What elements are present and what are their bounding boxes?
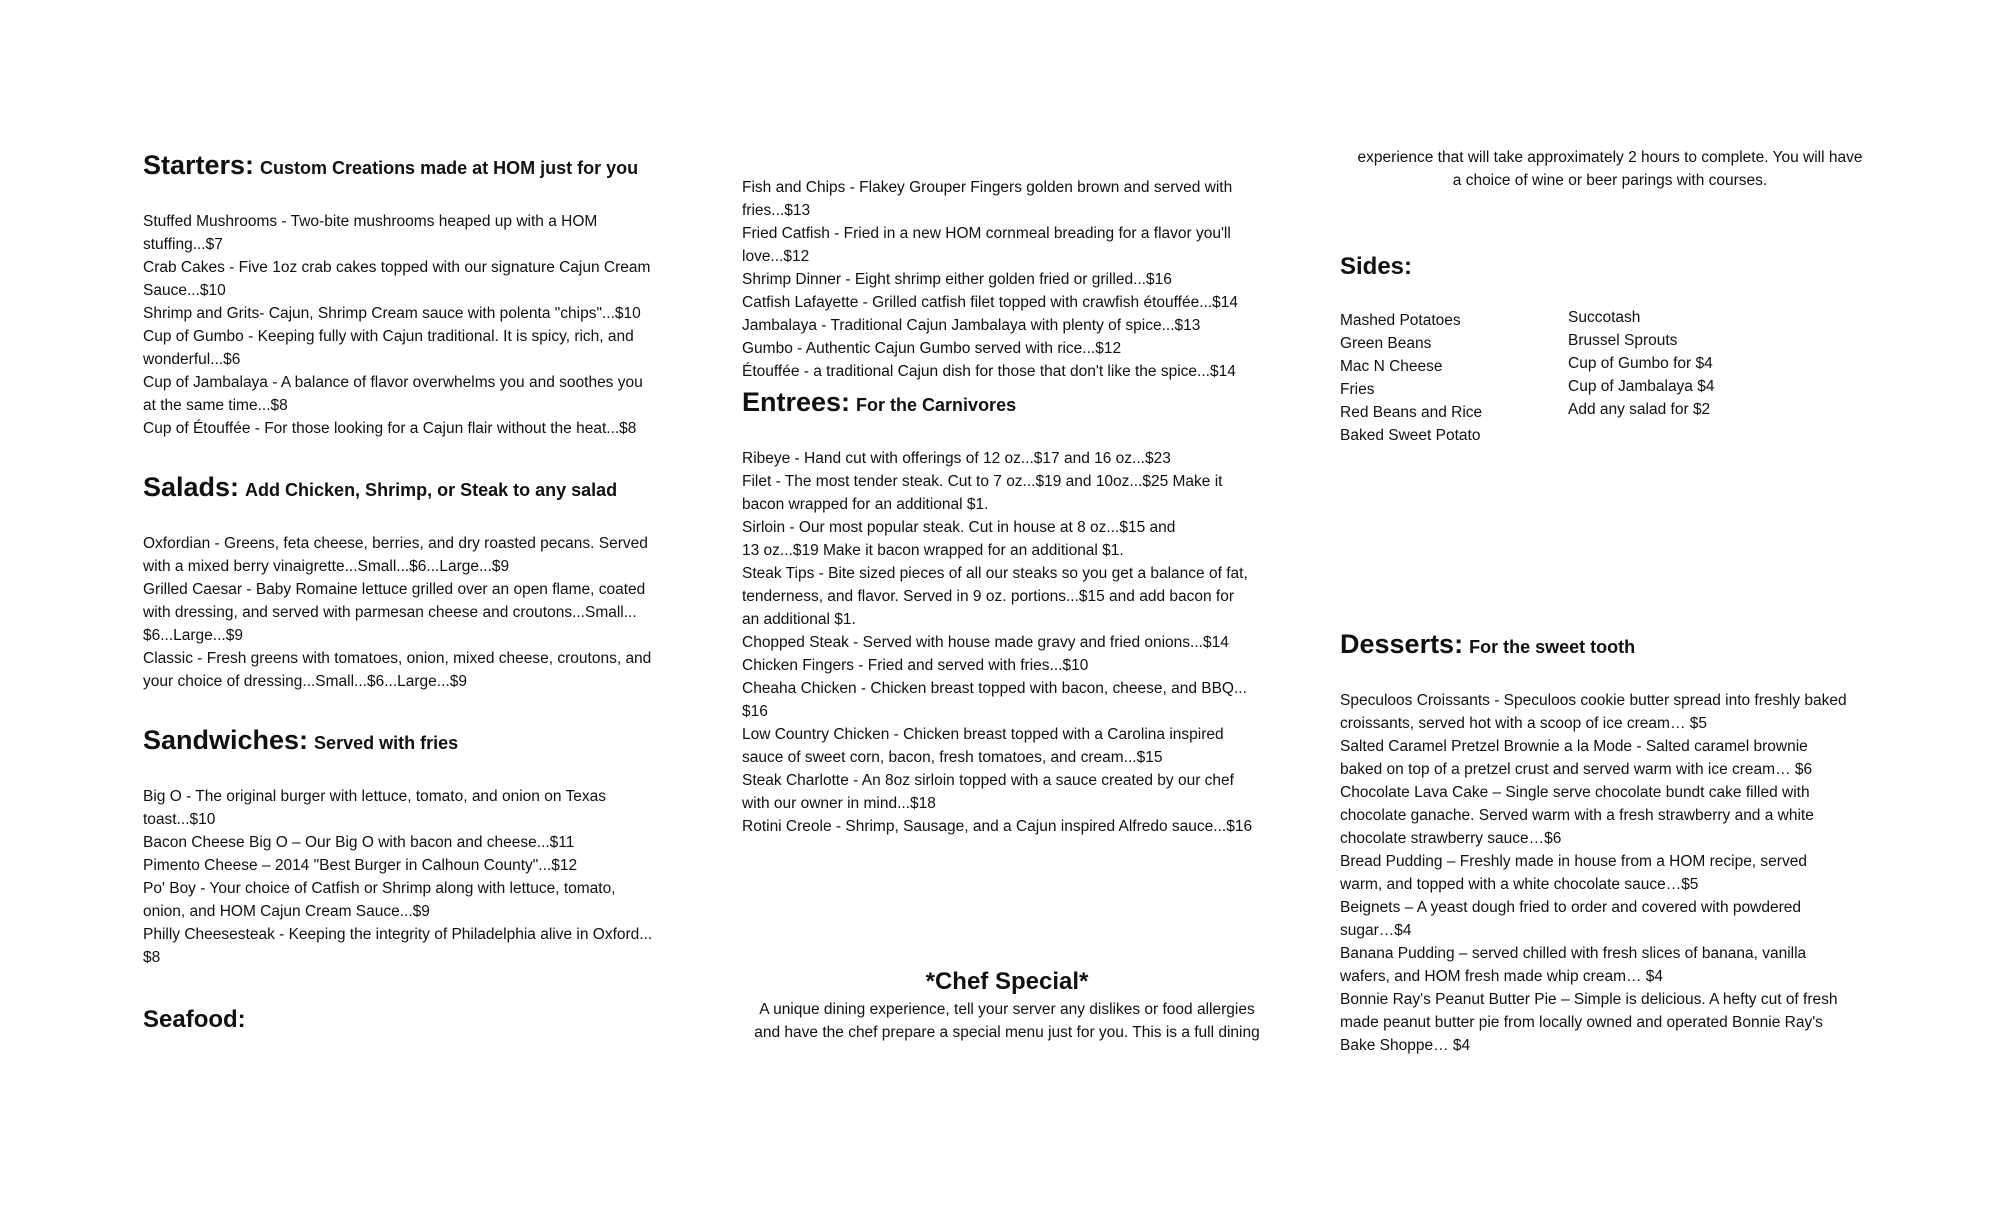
menu-line: Sauce...$10 bbox=[143, 282, 226, 299]
menu-line: Bacon Cheese Big O – Our Big O with bacon and cheese...$11 bbox=[143, 834, 575, 851]
menu-line: Classic - Fresh greens with tomatoes, onion, mixed cheese, croutons, and bbox=[143, 650, 652, 667]
menu-line: sauce of sweet corn, bacon, fresh tomatoes, and cream...$15 bbox=[742, 749, 1163, 766]
menu-line: croissants, served hot with a scoop of ice cream… $5 bbox=[1340, 715, 1707, 732]
menu-line: Baked Sweet Potato bbox=[1340, 427, 1481, 444]
menu-line: Steak Tips - Bite sized pieces of all our steaks so you get a balance of fat, bbox=[742, 565, 1248, 582]
menu-line: wafers, and HOM fresh made whip cream… $4 bbox=[1340, 968, 1664, 985]
entrees-title: Entrees: bbox=[742, 387, 851, 417]
starters-list bbox=[143, 210, 683, 440]
menu-line: Shrimp Dinner - Eight shrimp either golden fried or grilled...$16 bbox=[742, 271, 1172, 288]
sandwiches-list bbox=[143, 785, 683, 969]
menu-line: onion, and HOM Cajun Cream Sauce...$9 bbox=[143, 903, 430, 920]
menu-line: bacon wrapped for an additional $1. bbox=[742, 496, 989, 513]
chef-special-line: a choice of wine or beer parings with courses. bbox=[1452, 172, 1768, 189]
menu-line: stuffing...$7 bbox=[143, 236, 223, 253]
menu-line: Bake Shoppe… $4 bbox=[1340, 1037, 1471, 1054]
menu-line: chocolate ganache. Served warm with a fresh strawberry and a white bbox=[1340, 807, 1814, 824]
sides-list-left bbox=[1340, 309, 1568, 447]
menu-line: Add any salad for $2 bbox=[1568, 401, 1711, 418]
menu-line: baked on top of a pretzel crust and served warm with ice cream… $6 bbox=[1340, 761, 1813, 778]
menu-line: Oxfordian - Greens, feta cheese, berries, and dry roasted pecans. Served bbox=[143, 535, 648, 552]
menu-line: Banana Pudding – served chilled with fresh slices of banana, vanilla bbox=[1340, 945, 1807, 962]
seafood-title: Seafood: bbox=[143, 1006, 246, 1033]
menu-line: Gumbo - Authentic Cajun Gumbo served with rice...$12 bbox=[742, 340, 1122, 357]
menu-line: Green Beans bbox=[1340, 335, 1432, 352]
chef-special-section bbox=[742, 966, 1272, 1044]
entrees-heading bbox=[742, 385, 1282, 422]
menu-line: Steak Charlotte - An 8oz sirloin topped with a sauce created by our chef bbox=[742, 772, 1234, 789]
seafood-heading bbox=[143, 1003, 683, 1037]
menu-line: at the same time...$8 bbox=[143, 397, 288, 414]
menu-line: tenderness, and flavor. Served in 9 oz. portions...$15 and add bacon for bbox=[742, 588, 1235, 605]
menu-line: an additional $1. bbox=[742, 611, 856, 628]
menu-line: $6...Large...$9 bbox=[143, 627, 243, 644]
sides-section bbox=[1340, 250, 1880, 447]
sandwiches-title: Sandwiches: bbox=[143, 725, 309, 755]
menu-line: wonderful...$6 bbox=[143, 351, 241, 368]
menu-line: Sirloin - Our most popular steak. Cut in house at 8 oz...$15 and bbox=[742, 519, 1176, 536]
desserts-section bbox=[1340, 627, 1880, 1057]
menu-column-left bbox=[143, 148, 683, 1037]
menu-line: Brussel Sprouts bbox=[1568, 332, 1678, 349]
menu-line: Cheaha Chicken - Chicken breast topped with bacon, cheese, and BBQ... bbox=[742, 680, 1247, 697]
menu-line: warm, and topped with a white chocolate sauce…$5 bbox=[1340, 876, 1699, 893]
sandwiches-heading bbox=[143, 723, 683, 760]
sandwiches-section bbox=[143, 723, 683, 969]
menu-line: toast...$10 bbox=[143, 811, 216, 828]
desserts-heading bbox=[1340, 627, 1880, 664]
chef-special-title: *Chef Special* bbox=[925, 968, 1089, 995]
chef-special-line: A unique dining experience, tell your server any dislikes or food allergies bbox=[759, 1001, 1255, 1018]
menu-line: Rotini Creole - Shrimp, Sausage, and a Cajun inspired Alfredo sauce...$16 bbox=[742, 818, 1253, 835]
entrees-subtitle: For the Carnivores bbox=[856, 395, 1017, 415]
chef-special-line: experience that will take approximately 2 hours to complete. You will have bbox=[1357, 149, 1863, 166]
menu-line: Chicken Fingers - Fried and served with fries...$10 bbox=[742, 657, 1089, 674]
menu-line: $16 bbox=[742, 703, 768, 720]
menu-line: Red Beans and Rice bbox=[1340, 404, 1483, 421]
menu-column-right bbox=[1340, 146, 1880, 1057]
menu-line: with our owner in mind...$18 bbox=[742, 795, 936, 812]
menu-line: Beignets – A yeast dough fried to order and covered with powdered bbox=[1340, 899, 1801, 916]
menu-line: Succotash bbox=[1568, 309, 1641, 326]
menu-line: Chocolate Lava Cake – Single serve chocolate bundt cake filled with bbox=[1340, 784, 1810, 801]
starters-section bbox=[143, 148, 683, 440]
desserts-list bbox=[1340, 689, 1880, 1057]
entrees-list bbox=[742, 447, 1282, 838]
menu-line: Po' Boy - Your choice of Catfish or Shrimp along with lettuce, tomato, bbox=[143, 880, 616, 897]
menu-line: Jambalaya - Traditional Cajun Jambalaya with plenty of spice...$13 bbox=[742, 317, 1201, 334]
starters-title: Starters: bbox=[143, 150, 255, 180]
menu-line: Catfish Lafayette - Grilled catfish filet topped with crawfish étouffée...$14 bbox=[742, 294, 1238, 311]
seafood-list bbox=[742, 176, 1282, 383]
menu-line: 13 oz...$19 Make it bacon wrapped for an additional $1. bbox=[742, 542, 1124, 559]
menu-line: Filet - The most tender steak. Cut to 7 oz...$19 and 10oz...$25 Make it bbox=[742, 473, 1223, 490]
menu-line: Fish and Chips - Flakey Grouper Fingers golden brown and served with bbox=[742, 179, 1233, 196]
menu-line: Mashed Potatoes bbox=[1340, 312, 1461, 329]
sandwiches-subtitle: Served with fries bbox=[314, 733, 459, 753]
menu-line: Stuffed Mushrooms - Two-bite mushrooms heaped up with a HOM bbox=[143, 213, 598, 230]
menu-line: sugar…$4 bbox=[1340, 922, 1412, 939]
salads-subtitle: Add Chicken, Shrimp, or Steak to any salad bbox=[245, 480, 618, 500]
menu-line: Crab Cakes - Five 1oz crab cakes topped with our signature Cajun Cream bbox=[143, 259, 651, 276]
desserts-title: Desserts: bbox=[1340, 629, 1464, 659]
chef-special-text bbox=[742, 998, 1272, 1044]
menu-line: with dressing, and served with parmesan cheese and croutons...Small... bbox=[143, 604, 637, 621]
sides-title: Sides: bbox=[1340, 253, 1413, 280]
menu-line: Cup of Étouffée - For those looking for a Cajun flair without the heat...$8 bbox=[143, 420, 637, 437]
menu-line: Fried Catfish - Fried in a new HOM cornmeal breading for a flavor you'll bbox=[742, 225, 1231, 242]
starters-heading bbox=[143, 148, 683, 185]
salads-heading bbox=[143, 470, 683, 507]
sides-list-right bbox=[1568, 306, 1796, 447]
menu-line: $8 bbox=[143, 949, 161, 966]
starters-subtitle: Custom Creations made at HOM just for you bbox=[260, 158, 639, 178]
menu-column-middle bbox=[742, 176, 1282, 838]
menu-line: Pimento Cheese – 2014 "Best Burger in Calhoun County"...$12 bbox=[143, 857, 578, 874]
menu-line: Cup of Jambalaya - A balance of flavor overwhelms you and soothes you bbox=[143, 374, 643, 391]
menu-line: Big O - The original burger with lettuce, tomato, and onion on Texas bbox=[143, 788, 606, 805]
menu-line: Chopped Steak - Served with house made gravy and fried onions...$14 bbox=[742, 634, 1229, 651]
entrees-section bbox=[742, 385, 1282, 838]
menu-line: Grilled Caesar - Baby Romaine lettuce grilled over an open flame, coated bbox=[143, 581, 646, 598]
menu-line: Mac N Cheese bbox=[1340, 358, 1443, 375]
menu-line: with a mixed berry vinaigrette...Small...$6...Large...$9 bbox=[143, 558, 510, 575]
menu-line: fries...$13 bbox=[742, 202, 811, 219]
menu-line: Bonnie Ray's Peanut Butter Pie – Simple is delicious. A hefty cut of fresh bbox=[1340, 991, 1838, 1008]
menu-line: made peanut butter pie from locally owned and operated Bonnie Ray's bbox=[1340, 1014, 1823, 1031]
menu-line: Shrimp and Grits- Cajun, Shrimp Cream sauce with polenta "chips"...$10 bbox=[143, 305, 641, 322]
sides-heading bbox=[1340, 250, 1880, 284]
menu-line: Cup of Jambalaya $4 bbox=[1568, 378, 1715, 395]
menu-line: Speculoos Croissants - Speculoos cookie butter spread into freshly baked bbox=[1340, 692, 1847, 709]
menu-line: Bread Pudding – Freshly made in house from a HOM recipe, served bbox=[1340, 853, 1807, 870]
desserts-subtitle: For the sweet tooth bbox=[1469, 637, 1636, 657]
menu-line: Philly Cheesesteak - Keeping the integrity of Philadelphia alive in Oxford... bbox=[143, 926, 653, 943]
menu-line: Cup of Gumbo for $4 bbox=[1568, 355, 1713, 372]
menu-line: Ribeye - Hand cut with offerings of 12 oz...$17 and 16 oz...$23 bbox=[742, 450, 1171, 467]
chef-special-continued bbox=[1340, 146, 1880, 192]
menu-line: chocolate strawberry sauce…$6 bbox=[1340, 830, 1562, 847]
menu-line: Étouffée - a traditional Cajun dish for those that don't like the spice...$14 bbox=[742, 363, 1236, 380]
menu-line: Cup of Gumbo - Keeping fully with Cajun traditional. It is spicy, rich, and bbox=[143, 328, 634, 345]
salads-section bbox=[143, 470, 683, 693]
salads-list bbox=[143, 532, 683, 693]
menu-line: your choice of dressing...Small...$6...Large...$9 bbox=[143, 673, 467, 690]
sides-columns bbox=[1340, 309, 1880, 447]
menu-line: love...$12 bbox=[742, 248, 810, 265]
seafood-heading-section bbox=[143, 1003, 683, 1037]
menu-line: Low Country Chicken - Chicken breast topped with a Carolina inspired bbox=[742, 726, 1224, 743]
salads-title: Salads: bbox=[143, 472, 240, 502]
menu-line: Fries bbox=[1340, 381, 1375, 398]
menu-line: Salted Caramel Pretzel Brownie a la Mode - Salted caramel brownie bbox=[1340, 738, 1808, 755]
chef-special-line: and have the chef prepare a special menu just for you. This is a full dining bbox=[754, 1024, 1260, 1041]
